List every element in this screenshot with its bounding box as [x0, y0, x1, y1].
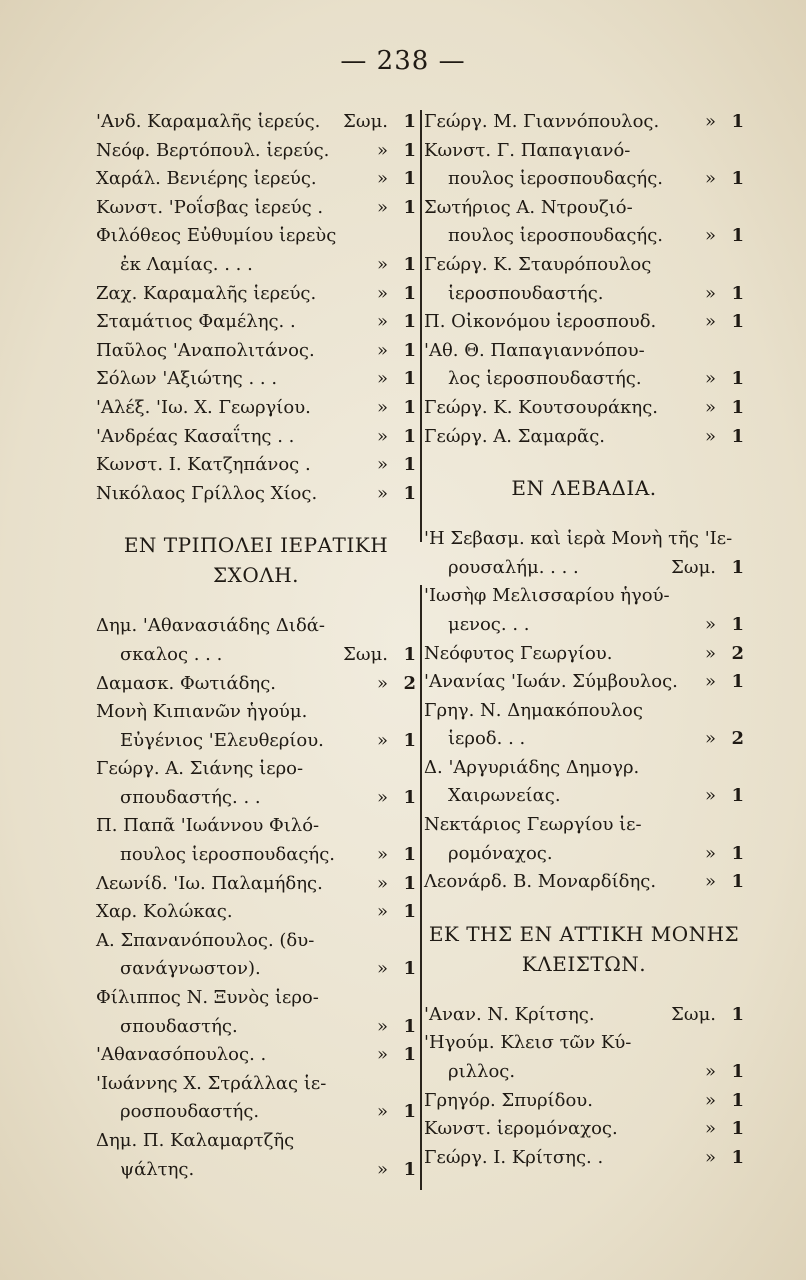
- entry-mark: »: [376, 1015, 388, 1037]
- list-entry: [96, 1041, 416, 1070]
- entry-count: 1: [403, 482, 416, 504]
- section-heading: ΕΝ ΛΕΒΑΔΙΑ.: [511, 476, 657, 501]
- list-entry: [96, 1070, 416, 1099]
- list-entry: [96, 898, 416, 927]
- entry-name: Παῦλος 'Αναπολιτάνος.: [96, 339, 315, 361]
- entry-count: 1: [403, 282, 416, 304]
- entry-name: πουλος ἱεροσπουδαςής.: [448, 168, 664, 190]
- entry-count: 1: [731, 282, 744, 304]
- list-entry: [96, 841, 416, 870]
- entry-name: ἱεροσπουδαστής.: [448, 282, 604, 304]
- entry-mark: »: [376, 872, 388, 894]
- list-entry: [424, 308, 744, 337]
- entry-count: 1: [403, 311, 416, 333]
- list-entry: [424, 1001, 744, 1030]
- entry-name: Κωνστ. ἱερομόναχος.: [424, 1118, 618, 1140]
- entry-name: Μονὴ Κιπιανῶν ἡγούμ.: [96, 701, 308, 723]
- entry-count: 1: [731, 311, 744, 333]
- entry-mark: »: [704, 168, 716, 190]
- list-entry: [96, 365, 416, 394]
- entry-name: ρουσαλήμ. . . .: [448, 556, 579, 578]
- entry-name: Νεκτάριος Γεωργίου ἱε-: [424, 814, 642, 836]
- list-entry: [96, 784, 416, 813]
- list-entry: [96, 337, 416, 366]
- list-entry: [96, 1156, 416, 1185]
- entry-count: 1: [731, 1118, 744, 1140]
- entry-name: 'Αθανασόπουλος. .: [96, 1044, 267, 1066]
- entry-name: Γεώργ. Ι. Κρίτσης. .: [424, 1146, 604, 1168]
- entry-mark: Σωμ.: [343, 111, 388, 132]
- list-entry: [424, 725, 744, 754]
- entry-name: 'Ανδρέας Κασαΐτης . .: [96, 425, 295, 447]
- entry-mark: »: [704, 842, 716, 864]
- list-entry: [96, 1098, 416, 1127]
- entry-name: Κωνστ. Ι. Κατζηπάνος .: [96, 454, 311, 476]
- entry-name: Εὐγένιος 'Ελευθερίου.: [120, 729, 324, 751]
- entry-count: 1: [403, 368, 416, 390]
- entry-count: 1: [731, 1089, 744, 1111]
- list-entry: [424, 280, 744, 309]
- entry-name: 'Αθ. Θ. Παπαγιαννόπου-: [424, 339, 645, 361]
- entry-count: 1: [403, 339, 416, 361]
- entry-name: 'Η Σεβασμ. καὶ ἱερὰ Μονὴ τῆς 'Ιε-: [424, 528, 733, 550]
- entry-name: Γεώργ. Μ. Γιαννόπουλος.: [424, 111, 660, 132]
- column-divider: [420, 110, 422, 1190]
- entry-mark: »: [376, 168, 388, 190]
- entry-name: Χαιρωνείας.: [448, 785, 561, 807]
- entry-count: 1: [731, 368, 744, 390]
- list-entry: [424, 868, 744, 897]
- list-entry: [96, 165, 416, 194]
- entry-name: 'Ηγούμ. Κλεισ τῶν Κύ-: [424, 1032, 632, 1054]
- entry-mark: »: [376, 396, 388, 418]
- list-entry: [424, 165, 744, 194]
- entry-name: σανάγνωστον).: [120, 958, 261, 980]
- entry-name: σπουδαστής.: [120, 1015, 238, 1037]
- entry-name: 'Αλέξ. 'Ιω. Χ. Γεωργίου.: [96, 396, 311, 418]
- list-entry: [96, 1127, 416, 1156]
- entry-count: 1: [403, 786, 416, 808]
- entry-mark: Σωμ.: [671, 556, 716, 578]
- list-entry: [96, 727, 416, 756]
- list-entry: [96, 812, 416, 841]
- list-entry: [96, 870, 416, 899]
- entry-count: 1: [403, 139, 416, 161]
- entry-mark: »: [704, 1118, 716, 1140]
- entry-name: σπουδαστής. . .: [120, 786, 261, 808]
- entry-mark: »: [704, 311, 716, 333]
- list-entry: [96, 927, 416, 956]
- entry-name: Λεωνίδ. 'Ιω. Παλαμήδης.: [96, 872, 323, 894]
- entry-name: 'Αναν. Ν. Κρίτσης.: [424, 1003, 595, 1025]
- entry-count: 2: [731, 728, 744, 750]
- list-entry: [424, 554, 744, 583]
- entry-count: 1: [731, 1146, 744, 1168]
- entry-mark: »: [376, 958, 388, 980]
- entry-mark: »: [704, 785, 716, 807]
- entry-mark: »: [704, 871, 716, 893]
- entry-count: 2: [731, 642, 744, 664]
- list-entry: [424, 137, 744, 166]
- list-entry: [424, 1115, 744, 1144]
- list-entry: [96, 137, 416, 166]
- entry-count: 1: [403, 425, 416, 447]
- entry-count: 1: [403, 643, 416, 665]
- entry-mark: »: [376, 139, 388, 161]
- entry-mark: »: [704, 613, 716, 635]
- entry-mark: »: [376, 901, 388, 923]
- entry-mark: »: [376, 454, 388, 476]
- entry-mark: »: [704, 425, 716, 447]
- entry-mark: »: [376, 368, 388, 390]
- entry-name: Χαρ. Κολώκας.: [96, 901, 233, 923]
- entry-mark: »: [704, 671, 716, 693]
- entry-mark: Σωμ.: [343, 643, 388, 665]
- list-entry: [424, 194, 744, 223]
- entry-name: 'Ιωάννης Χ. Στράλλας ἱε-: [96, 1072, 327, 1094]
- entry-count: 1: [403, 1101, 416, 1123]
- entry-name: μενος. . .: [448, 613, 530, 635]
- entry-name: Κωνστ. Γ. Παπαγιανό-: [424, 139, 631, 161]
- entry-name: Δημ. Π. Καλαμαρτζῆς: [96, 1130, 295, 1151]
- entry-count: 1: [403, 196, 416, 218]
- entry-name: 'Ανανίας 'Ιωάν. Σύμβουλος.: [424, 671, 678, 693]
- entry-mark: »: [376, 425, 388, 447]
- list-entry: [424, 640, 744, 669]
- list-entry: [96, 480, 416, 509]
- entry-name: Π. Οἰκονόμου ἱεροσπουδ.: [424, 311, 657, 333]
- entry-name: Γρηγόρ. Σπυρίδου.: [424, 1089, 593, 1111]
- entry-count: 1: [403, 253, 416, 275]
- section-heading: ΣΧΟΛΗ.: [212, 563, 300, 588]
- entry-name: ψάλτης.: [120, 1158, 195, 1180]
- entry-count: 2: [403, 672, 416, 694]
- entry-count: 1: [403, 901, 416, 923]
- entry-mark: »: [376, 1044, 388, 1066]
- entry-name: Νεόφ. Βερτόπουλ. ἱερεύς.: [96, 139, 330, 161]
- list-entry: [424, 525, 744, 554]
- section-heading: ΕΝ ΤΡΙΠΟΛΕΙ ΙΕΡΑΤΙΚΗ: [123, 533, 389, 558]
- entry-name: ριλλος.: [448, 1061, 516, 1083]
- entry-name: ροσπουδαστής.: [120, 1101, 260, 1123]
- list-entry: [96, 955, 416, 984]
- entry-count: 1: [731, 556, 744, 578]
- list-entry: [424, 1087, 744, 1116]
- list-entry: [424, 697, 744, 726]
- entry-count: 1: [403, 396, 416, 418]
- entry-name: Δημ. 'Αθανασιάδης Διδά-: [96, 615, 326, 637]
- entry-count: 1: [731, 225, 744, 247]
- entry-count: 1: [731, 168, 744, 190]
- list-entry: [424, 754, 744, 783]
- entry-mark: »: [704, 642, 716, 664]
- list-entry: [96, 1013, 416, 1042]
- entry-name: Χαράλ. Βενιέρης ἱερεύς.: [96, 168, 317, 190]
- list-entry: [96, 698, 416, 727]
- list-entry: [96, 394, 416, 423]
- list-entry: [96, 755, 416, 784]
- list-entry: [424, 394, 744, 423]
- list-entry: [96, 641, 416, 670]
- entry-mark: »: [376, 253, 388, 275]
- entry-name: Α. Σπανανόπουλος. (δυ-: [96, 929, 315, 951]
- list-entry: [424, 611, 744, 640]
- entry-name: ρομόναχος.: [448, 842, 553, 864]
- entry-name: Σταμάτιος Φαμέλης. .: [96, 311, 296, 333]
- entry-mark: »: [704, 111, 716, 132]
- entry-name: ἐκ Λαμίας. . . .: [120, 253, 253, 275]
- entry-name: 'Ιωσὴφ Μελισσαρίου ἡγού-: [424, 585, 670, 607]
- entry-count: 1: [403, 1158, 416, 1180]
- entry-name: Κωνστ. 'Ροΐσβας ἱερεύς .: [96, 196, 324, 218]
- entry-name: Λεονάρδ. Β. Μοναρδίδης.: [424, 871, 657, 893]
- entry-mark: »: [376, 786, 388, 808]
- entry-count: 1: [731, 842, 744, 864]
- entry-mark: Σωμ.: [671, 1003, 716, 1025]
- entry-mark: »: [704, 282, 716, 304]
- entry-mark: »: [376, 1158, 388, 1180]
- section-heading: ΚΛΕΙΣΤΩΝ.: [521, 951, 647, 976]
- entry-mark: »: [704, 1089, 716, 1111]
- right-column: [424, 108, 744, 1172]
- entry-name: λος ἱεροσπουδαστής.: [448, 368, 642, 390]
- entry-name: Γεώργ. Κ. Σταυρόπουλος: [424, 253, 652, 275]
- entry-count: 1: [403, 872, 416, 894]
- list-entry: [96, 222, 416, 251]
- entry-count: 1: [731, 1003, 744, 1025]
- entry-count: 1: [403, 454, 416, 476]
- list-entry: [96, 612, 416, 641]
- entry-mark: »: [376, 1101, 388, 1123]
- entry-mark: »: [704, 728, 716, 750]
- list-entry: [424, 668, 744, 697]
- list-entry: [96, 194, 416, 223]
- entry-count: 1: [403, 1015, 416, 1037]
- entry-name: Φίλιππος Ν. Ξυνὸς ἱερο-: [96, 987, 319, 1009]
- list-entry: [96, 280, 416, 309]
- list-entry: [424, 108, 744, 137]
- entry-count: 1: [731, 613, 744, 635]
- entry-mark: »: [376, 844, 388, 866]
- entry-mark: »: [376, 339, 388, 361]
- list-entry: [96, 108, 416, 137]
- entry-mark: »: [704, 225, 716, 247]
- entry-name: πουλος ἱεροσπουδαςής.: [120, 844, 336, 866]
- entry-count: 1: [731, 425, 744, 447]
- entry-name: σκαλος . . .: [120, 643, 223, 665]
- left-section-list: [96, 612, 416, 1184]
- list-entry: [424, 1058, 744, 1087]
- list-entry: [424, 222, 744, 251]
- list-entry: [424, 337, 744, 366]
- entry-count: 1: [403, 111, 416, 132]
- entry-count: 1: [731, 785, 744, 807]
- entry-name: Σόλων 'Αξιώτης . . .: [96, 368, 278, 390]
- list-entry: [96, 423, 416, 452]
- entry-mark: »: [704, 368, 716, 390]
- right-section2-list: [424, 1001, 744, 1173]
- entry-count: 1: [403, 844, 416, 866]
- list-entry: [96, 251, 416, 280]
- entry-mark: »: [704, 396, 716, 418]
- entry-name: Φιλόθεος Εὐθυμίου ἱερεὺς: [96, 225, 337, 247]
- section-heading: ΕΚ ΤΗΣ ΕΝ ΑΤΤΙΚΗ ΜΟΝΗΣ: [428, 921, 740, 946]
- entry-name: Γεώργ. Κ. Κουτσουράκης.: [424, 396, 658, 418]
- entry-mark: »: [376, 672, 388, 694]
- list-entry: [424, 423, 744, 452]
- entry-name: Δαμασκ. Φωτιάδης.: [96, 672, 277, 694]
- entry-mark: »: [376, 311, 388, 333]
- list-entry: [424, 251, 744, 280]
- list-entry: [424, 365, 744, 394]
- entry-mark: »: [376, 482, 388, 504]
- list-entry: [424, 840, 744, 869]
- entry-name: Νεόφυτος Γεωργίου.: [424, 642, 613, 664]
- right-list: [424, 108, 744, 451]
- page-number: — 238 —: [340, 46, 466, 76]
- entry-mark: »: [704, 1146, 716, 1168]
- entry-count: 1: [731, 871, 744, 893]
- entry-mark: »: [376, 282, 388, 304]
- list-entry: [424, 811, 744, 840]
- entry-count: 1: [731, 396, 744, 418]
- entry-name: Ζαχ. Καραμαλῆς ἱερεύς.: [96, 282, 317, 304]
- entry-mark: »: [704, 1061, 716, 1083]
- left-list: [96, 108, 416, 508]
- entry-count: 1: [731, 671, 744, 693]
- entry-mark: »: [376, 196, 388, 218]
- list-entry: [96, 984, 416, 1013]
- entry-mark: »: [376, 729, 388, 751]
- entry-count: 1: [731, 111, 744, 132]
- entry-count: 1: [731, 1061, 744, 1083]
- entry-name: πουλος ἱεροσπουδαςής.: [448, 225, 664, 247]
- entry-name: 'Ανδ. Καραμαλῆς ἱερεύς.: [96, 111, 321, 132]
- list-entry: [96, 670, 416, 699]
- entry-count: 1: [403, 729, 416, 751]
- list-entry: [424, 782, 744, 811]
- list-entry: [424, 1144, 744, 1173]
- entry-name: Νικόλαος Γρίλλος Χίος.: [96, 482, 318, 504]
- entry-name: Γρηγ. Ν. Δημακόπουλος: [424, 699, 643, 721]
- list-entry: [96, 308, 416, 337]
- entry-count: 1: [403, 1044, 416, 1066]
- entry-name: Δ. 'Αργυριάδης Δημογρ.: [424, 756, 640, 778]
- list-entry: [424, 1029, 744, 1058]
- entry-name: Π. Παπᾶ 'Ιωάννου Φιλό-: [96, 815, 320, 837]
- list-entry: [424, 582, 744, 611]
- right-section1-list: [424, 525, 744, 897]
- list-entry: [96, 451, 416, 480]
- left-column: [96, 108, 416, 1184]
- entry-count: 1: [403, 168, 416, 190]
- entry-name: Γεώργ. Α. Σαμαρᾶς.: [424, 425, 605, 447]
- entry-name: ἱεροδ. . .: [448, 728, 526, 750]
- entry-name: Σωτήριος Α. Ντρουζιό-: [424, 196, 633, 218]
- entry-count: 1: [403, 958, 416, 980]
- entry-name: Γεώργ. Α. Σιάνης ἱερο-: [96, 758, 304, 780]
